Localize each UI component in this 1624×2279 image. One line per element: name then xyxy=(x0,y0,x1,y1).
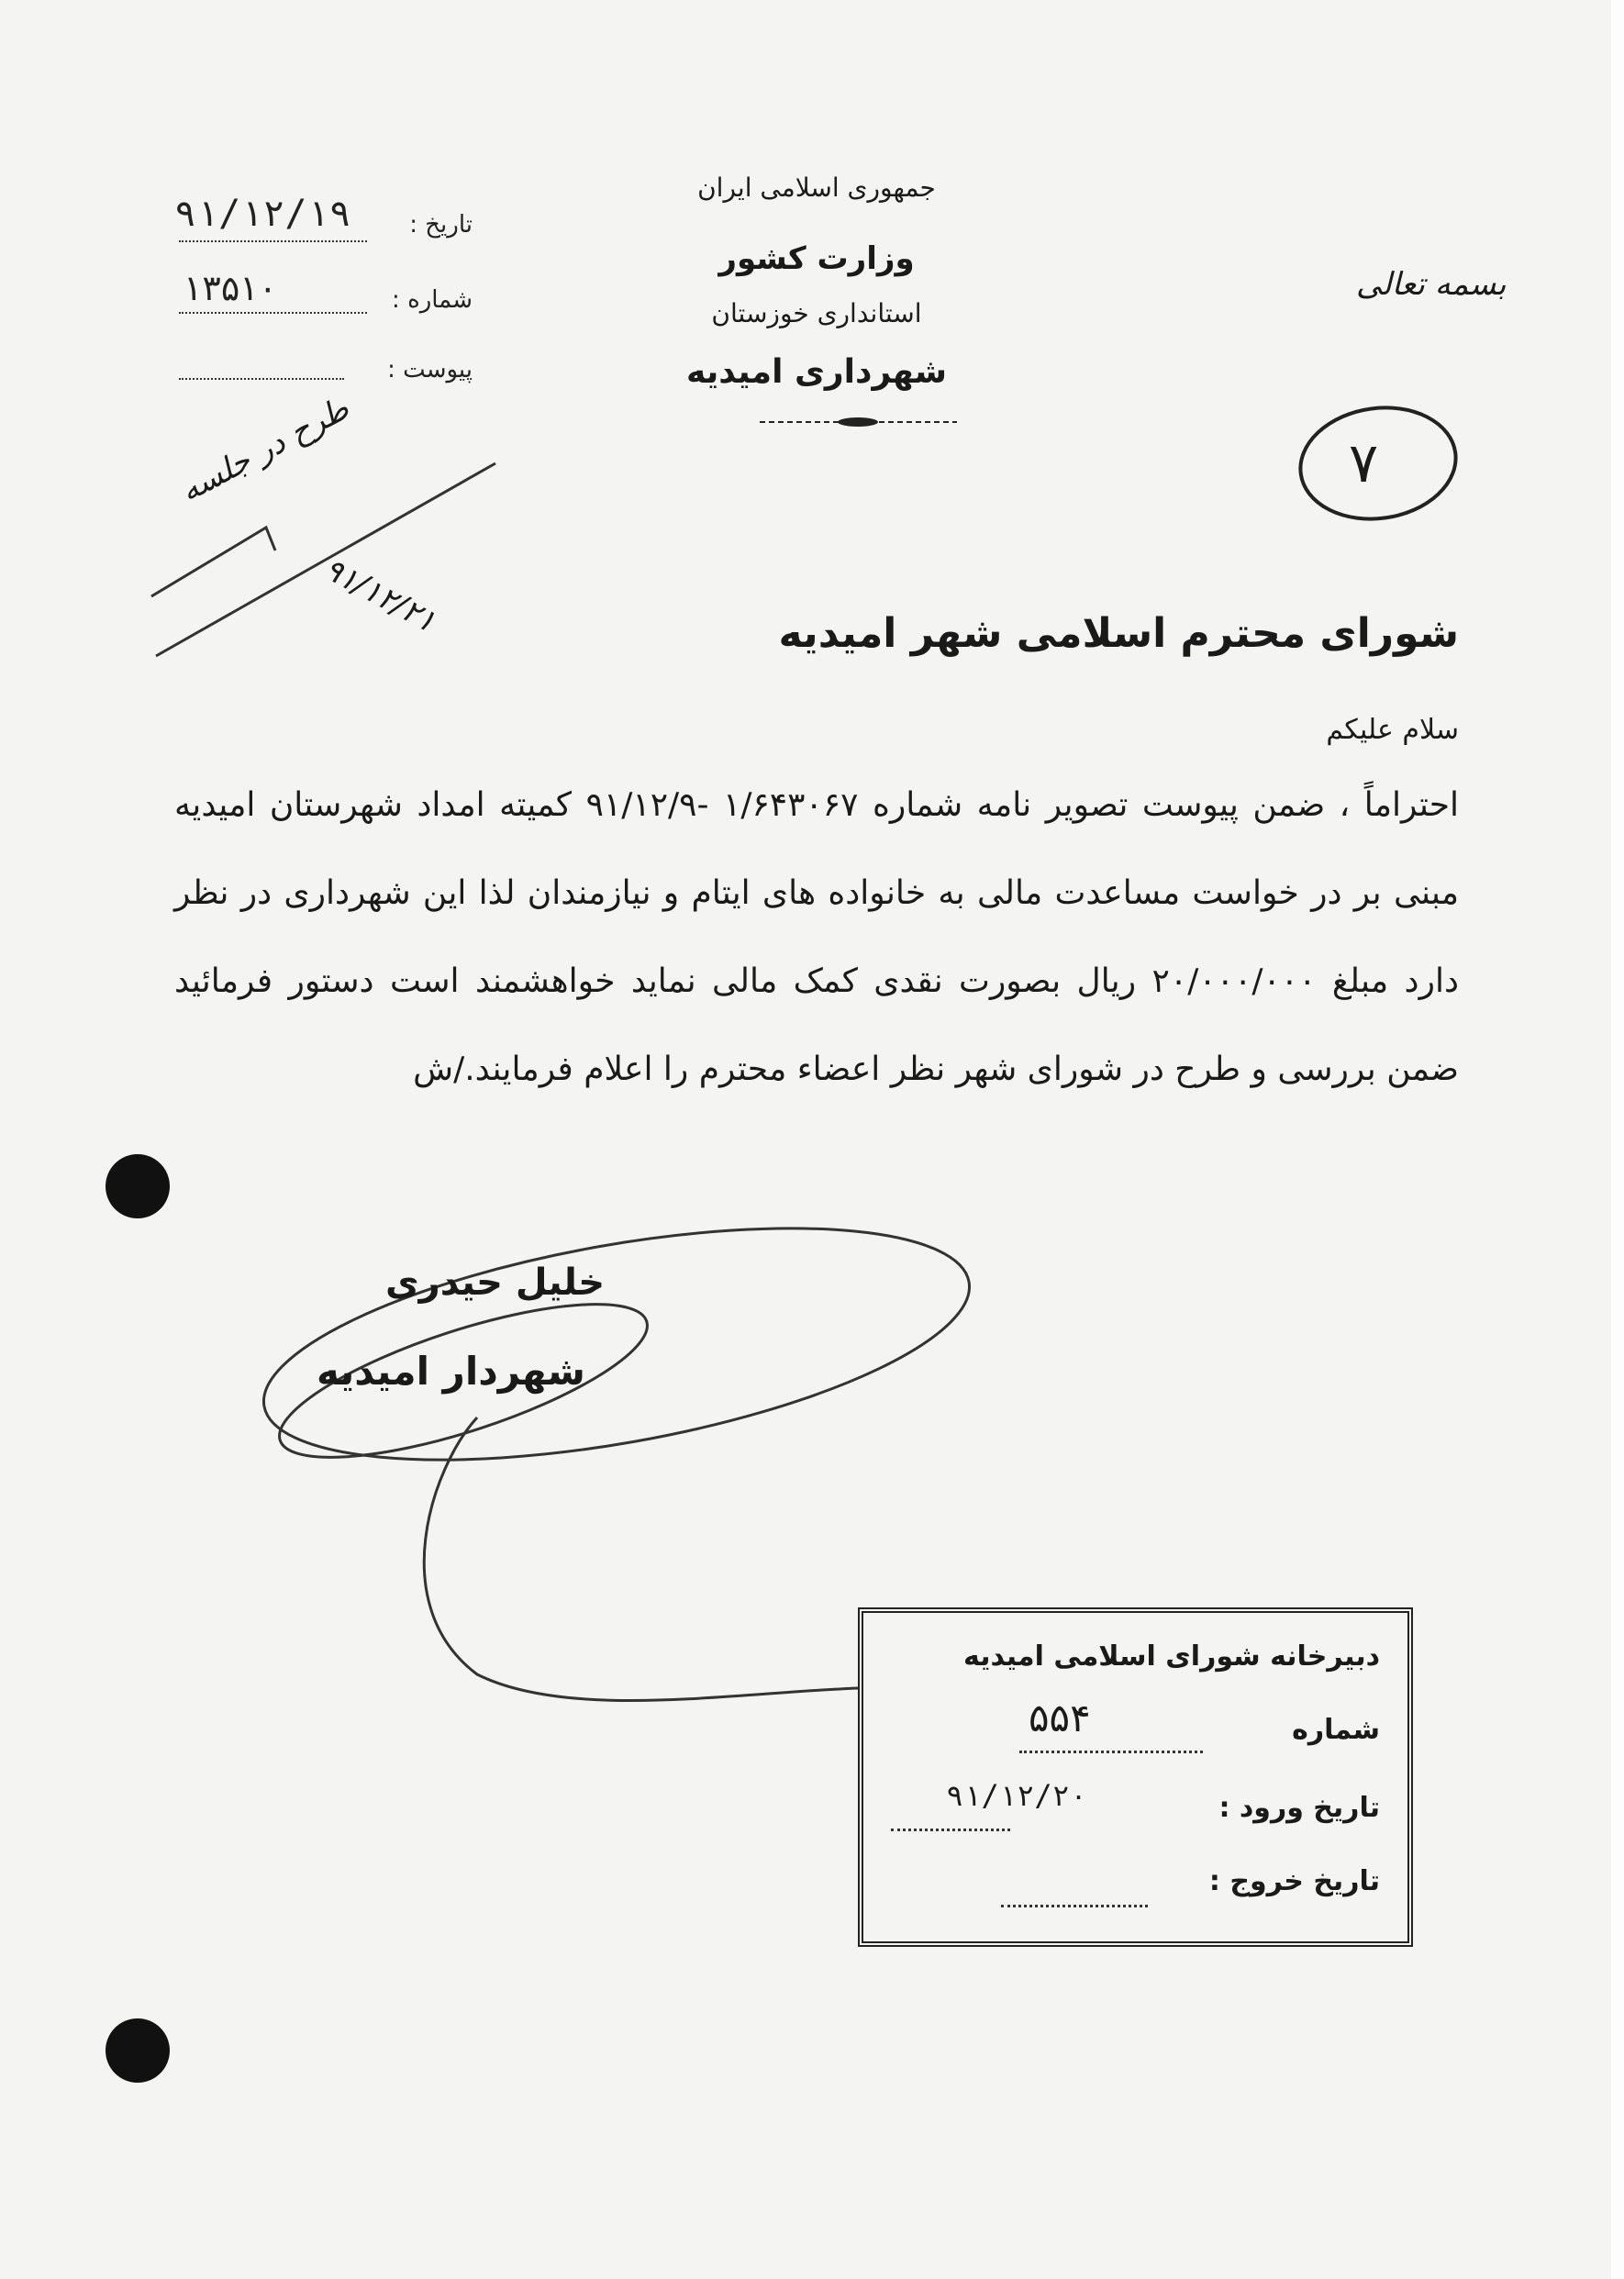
bismillah: بسمه تعالی xyxy=(1356,266,1507,303)
stamp-number-dots xyxy=(1019,1751,1203,1753)
margin-note-date: ۹۱/۱۲/۲۱ xyxy=(317,550,442,640)
date-dots xyxy=(179,240,367,242)
stamp-exit-date-label: تاریخ خروج : xyxy=(1208,1865,1380,1897)
stamp-title: دبیرخانه شورای اسلامی امیدیه xyxy=(963,1640,1380,1673)
stamp-number-label: شماره xyxy=(1292,1714,1380,1746)
attachment-label: پیوست : xyxy=(387,356,473,384)
subject: شورای محترم اسلامی شهر امیدیه xyxy=(778,610,1459,657)
number-dots xyxy=(179,312,367,314)
header-ministry: وزارت کشور xyxy=(718,240,915,277)
header-province: استانداری خوزستان xyxy=(711,298,922,328)
date-value: ۹۱/۱۲/۱۹ xyxy=(174,193,351,235)
signature-title: شهردار امیدیه xyxy=(317,1349,585,1394)
greeting: سلام علیکم xyxy=(1326,714,1459,746)
punch-hole-top xyxy=(106,1154,170,1218)
header-municipality: شهرداری امیدیه xyxy=(685,353,948,391)
date-label: تاریخ : xyxy=(409,211,473,239)
number-label: شماره : xyxy=(392,286,473,314)
stamp-exit-dots xyxy=(1001,1905,1148,1907)
stamp-entry-date-label: تاریخ ورود : xyxy=(1218,1792,1380,1824)
header-country: جمهوری اسلامی ایران xyxy=(697,172,936,203)
page-edge xyxy=(1611,0,1624,2279)
stamp-number-value: ۵۵۴ xyxy=(1029,1695,1091,1740)
margin-note: طرح در جلسه xyxy=(174,390,355,510)
header-ornament xyxy=(760,417,957,427)
registration-stamp xyxy=(858,1607,1413,1947)
number-value: ۱۳۵۱۰ xyxy=(184,268,278,308)
signature-name: خلیل حیدری xyxy=(385,1262,606,1304)
attachment-dots xyxy=(179,378,344,380)
stamp-entry-date-value: ۹۱/۱۲/۲۰ xyxy=(946,1778,1088,1813)
letter-body: احتراماً ، ضمن پیوست تصویر نامه شماره ۱/۶۴۳۰۶۷ -۹۱/۱۲/۹ کمیته امداد شهرستان امیدیه مبنی بر در خواست مساعدت مالی به خانواده های ایتام و نیازمندان لذا این شهرداری در نظر دارد مبلغ ۲۰/۰۰۰/۰۰۰ ریال بصورت نقدی کمک مالی نماید خواهشمند است دستور فرمائید ضمن بررسی و طرح در شورای شهر نظر اعضاء محترم را اعلام فرمایند./ش xyxy=(174,786,1459,1088)
page-mark: ۷ xyxy=(1349,431,1379,495)
stamp-entry-dots xyxy=(891,1829,1010,1831)
punch-hole-bottom xyxy=(106,2018,170,2083)
